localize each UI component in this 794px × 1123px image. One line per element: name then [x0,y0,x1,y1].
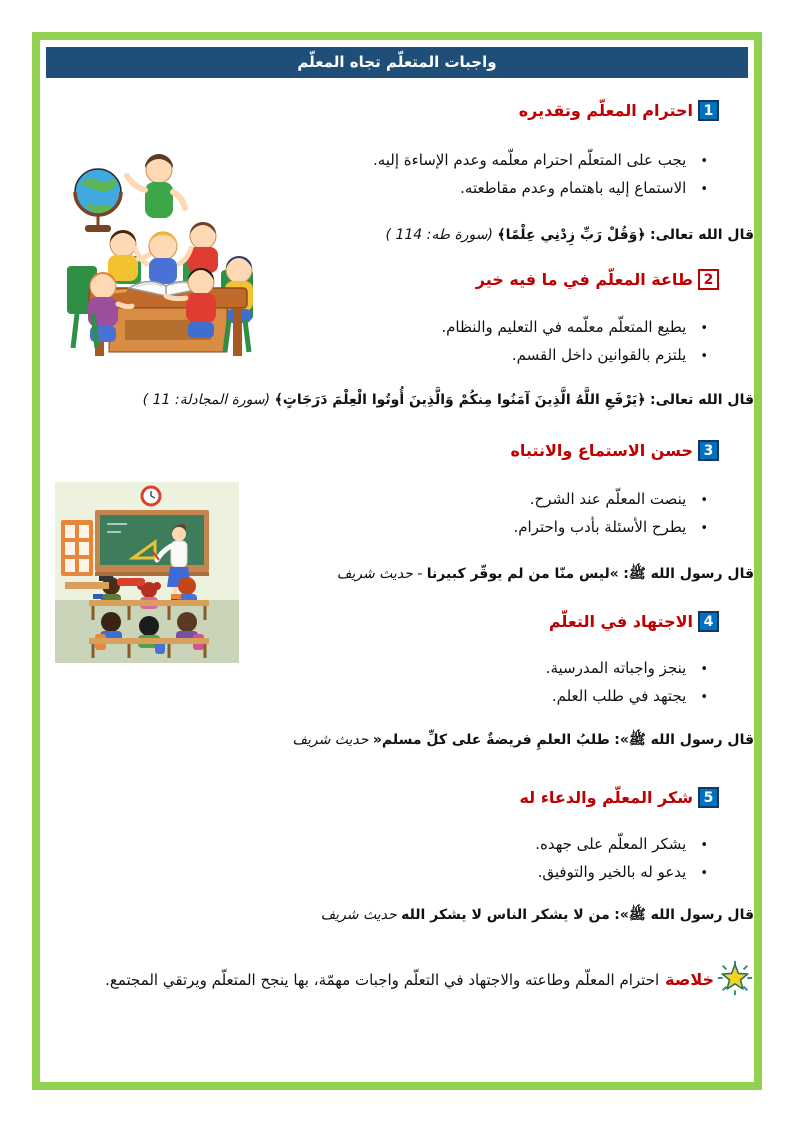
bullet-item [535,831,708,859]
section-1-quran-quote [386,222,754,248]
section-1-heading [519,100,719,121]
quote-hadith: من لا يشكر الناس لا يشكر الله [401,907,610,923]
section-5-number-badge: 5 [698,787,719,808]
quote-source: (سورة المجادلة: 11 ) [142,392,271,408]
section-5-hadith-quote [321,902,754,928]
page-title: واجبات المتعلّم تجاه المعلّم [46,47,748,78]
section-2-bullets [441,314,708,370]
quote-source: حديث شريف [320,907,397,923]
section-3-number-badge: 3 [698,440,719,461]
quote-source: (سورة طه: 114 ) [385,227,493,243]
bullet-text: ينصت المعلّم عند الشرح. [529,490,687,508]
kids-studying-image [53,138,265,363]
bullet-text: الاستماع إليه باهتمام وعدم مقاطعته. [460,179,687,197]
bullet-item [514,514,709,542]
quote-intro: قال رسول الله ﷺ»: [614,732,754,748]
section-3-title: حسن الاستماع والانتباه [510,441,693,460]
section-1-number-badge: 1 [698,100,719,121]
classroom-image [55,482,239,663]
bullet-text: يلتزم بالقوانين داخل القسم. [511,346,687,364]
section-4-bullets [546,655,708,711]
section-1-bullets [373,147,708,203]
bullet-item [535,859,708,887]
bullet-text: يطيع المتعلّم معلّمه في التعليم والنظام. [441,318,687,336]
bullet-item [373,175,708,203]
section-2-title: طاعة المعلّم في ما فيه خير [475,270,693,289]
section-3-bullets [514,486,709,542]
bullet-text: يجب على المتعلّم احترام معلّمه وعدم الإساءة إليه. [372,151,687,169]
bullet-text: يجتهد في طلب العلم. [551,687,687,705]
summary-label: خلاصة [665,970,714,989]
section-4-title: الاجتهاد في التعلّم [548,612,693,631]
section-2-number-badge: 2 [698,269,719,290]
quote-source: حديث شريف [292,732,369,748]
section-3-hadith-quote [337,561,754,587]
quote-intro: قال رسول الله ﷺ»: [614,907,754,923]
star-burst-icon [716,959,754,1006]
section-4-heading [549,611,719,632]
section-2-quran-quote [143,387,754,413]
section-1-title: احترام المعلّم وتقديره [518,101,693,120]
quote-hadith: طلبُ العلمِ فريضةٌ على كلِّ مسلم« [372,732,610,748]
bullet-item [373,147,708,175]
bullet-item [546,655,708,683]
quote-intro: قال رسول الله ﷺ: [623,566,754,582]
classroom-illustration [55,482,239,663]
bullet-item [441,342,708,370]
section-5-bullets [535,831,708,887]
kids-studying-illustration [53,138,265,363]
section-2-heading [476,269,719,290]
quote-source: - حديث شريف [336,566,423,582]
bullet-item [441,314,708,342]
summary-paragraph [40,959,754,1006]
section-4-number-badge: 4 [698,611,719,632]
summary-text: احترام المعلّم وطاعته والاجتهاد في التعلّم واجبات مهمّة، بها ينجح المتعلّم ويرتقي المجتمع. [105,971,660,989]
quote-intro: قال الله تعالى: [649,392,754,408]
bullet-text: ينجز واجباته المدرسية. [545,659,687,677]
quote-hadith: »ليس منّا من لم يوقّر كبيرنا [426,566,619,582]
section-3-heading [510,440,719,461]
bullet-item [514,486,709,514]
quote-verse: ﴿يَرْفَعِ اللَّهُ الَّذِينَ آمَنُوا مِنكُمْ وَالَّذِينَ أُوتُوا الْعِلْمَ دَرَجَاتٍ﴾ [274,392,646,408]
bullet-text: يطرح الأسئلة بأدب واحترام. [513,518,687,536]
section-5-title: شكر المعلّم والدعاء له [519,788,693,807]
bullet-text: يشكر المعلّم على جهده. [535,835,687,853]
bullet-item [546,683,708,711]
section-5-heading [519,787,719,808]
quote-intro: قال الله تعالى: [649,227,754,243]
section-4-hadith-quote [292,727,754,753]
bullet-text: يدعو له بالخير والتوفيق. [537,863,687,881]
quote-verse: ﴿وَقُلْ رَبِّ زِدْنِي عِلْمًا﴾ [497,227,646,243]
